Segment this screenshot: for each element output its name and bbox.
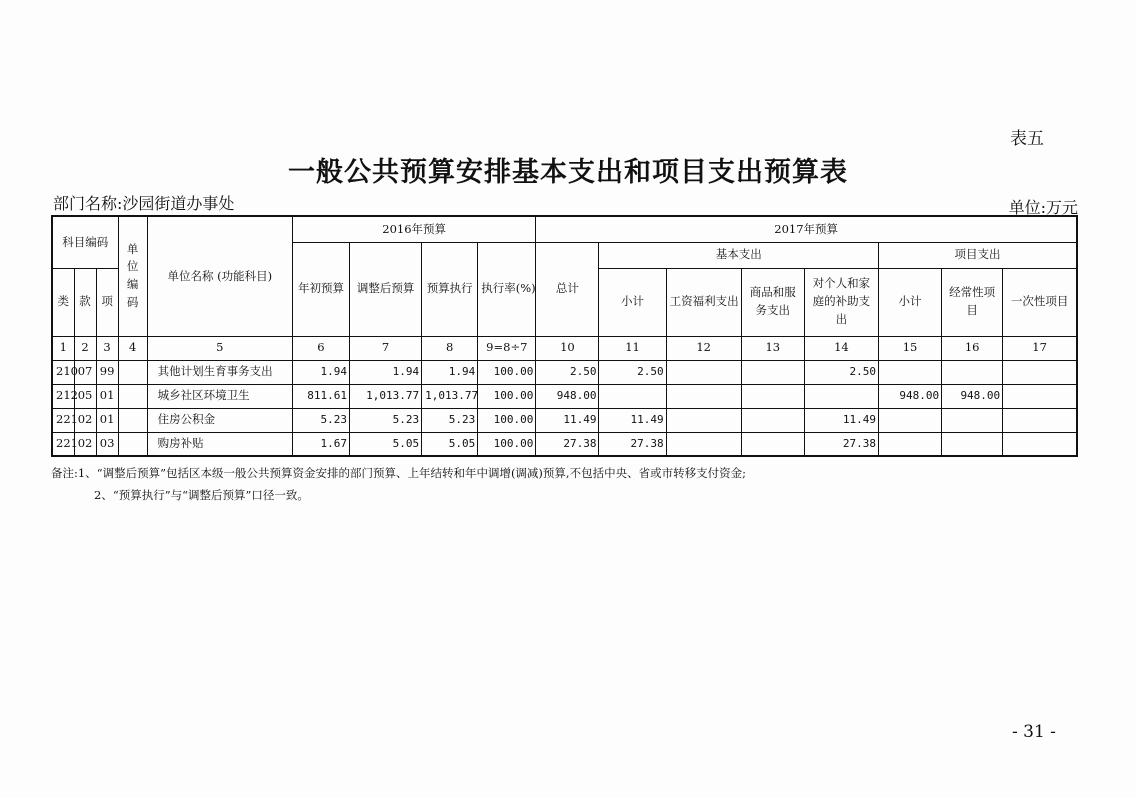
cell-unit-name: 购房补贴 <box>147 432 292 456</box>
cell-adjusted: 1,013.77 <box>350 384 422 408</box>
cell-personal: 2.50 <box>804 360 878 384</box>
header-2017-budget: 2017年预算 <box>536 216 1077 242</box>
col-number: 4 <box>118 336 147 360</box>
cell-recurring: 948.00 <box>942 384 1003 408</box>
cell-adjusted: 5.23 <box>350 408 422 432</box>
column-number-row <box>52 336 1077 360</box>
cell-adjusted: 5.05 <box>350 432 422 456</box>
cell-goods <box>741 408 804 432</box>
cell-rate: 100.00 <box>478 360 536 384</box>
cell-initial: 1.67 <box>292 432 349 456</box>
cell-kuan: 02 <box>74 432 96 456</box>
remark-1: 备注:1、“调整后预算”包括区本级一般公共预算资金安排的部门预算、上年结转和年中调增(调减)预算,不包括中央、省或市转移支付资金; <box>51 466 746 480</box>
header-adjusted-budget: 调整后预算 <box>350 242 422 336</box>
table-number: 表五 <box>1010 129 1044 149</box>
cell-wages <box>666 408 741 432</box>
header-goods-services: 商品和服务支出 <box>741 268 804 336</box>
cell-xiang: 01 <box>96 384 118 408</box>
cell-initial: 1.94 <box>292 360 349 384</box>
cell-proj-subtotal <box>878 432 941 456</box>
cell-xiang: 03 <box>96 432 118 456</box>
cell-rate: 100.00 <box>478 384 536 408</box>
cell-recurring <box>942 432 1003 456</box>
cell-lei: 221 <box>52 408 74 432</box>
cell-lei: 221 <box>52 432 74 456</box>
col-number: 5 <box>147 336 292 360</box>
page-number: - 31 - <box>1012 722 1056 742</box>
cell-recurring <box>942 360 1003 384</box>
cell-total: 11.49 <box>536 408 599 432</box>
header-recurring-project: 经常性项目 <box>942 268 1003 336</box>
header-basic-expenditure: 基本支出 <box>599 242 879 268</box>
cell-total: 27.38 <box>536 432 599 456</box>
cell-lei: 212 <box>52 384 74 408</box>
cell-wages <box>666 432 741 456</box>
cell-subtotal: 2.50 <box>599 360 666 384</box>
table-row <box>52 384 1077 408</box>
cell-rate: 100.00 <box>478 408 536 432</box>
cell-unit-code <box>118 432 147 456</box>
cell-executed: 1.94 <box>422 360 478 384</box>
table-row <box>52 360 1077 384</box>
header-one-time-project: 一次性项目 <box>1003 268 1077 336</box>
cell-subtotal <box>599 384 666 408</box>
cell-goods <box>741 384 804 408</box>
cell-initial: 5.23 <box>292 408 349 432</box>
header-kuan: 款 <box>74 268 96 336</box>
cell-unit-code <box>118 408 147 432</box>
cell-unit-code <box>118 384 147 408</box>
cell-kuan: 02 <box>74 408 96 432</box>
cell-goods <box>741 360 804 384</box>
header-budget-execution: 预算执行 <box>422 242 478 336</box>
cell-initial: 811.61 <box>292 384 349 408</box>
col-number: 14 <box>804 336 878 360</box>
header-project-subtotal: 小计 <box>878 268 941 336</box>
unit-label: 单位:万元 <box>1008 198 1078 217</box>
cell-xiang: 01 <box>96 408 118 432</box>
col-number: 6 <box>292 336 349 360</box>
cell-executed: 5.05 <box>422 432 478 456</box>
col-number: 12 <box>666 336 741 360</box>
cell-one-time <box>1003 408 1077 432</box>
page-title: 一般公共预算安排基本支出和项目支出预算表 <box>288 157 848 188</box>
cell-kuan: 07 <box>74 360 96 384</box>
col-number: 2 <box>74 336 96 360</box>
remark-2: 2、“预算执行”与“调整后预算”口径一致。 <box>94 488 309 502</box>
table-row <box>52 408 1077 432</box>
header-row-1 <box>52 216 1077 242</box>
cell-xiang: 99 <box>96 360 118 384</box>
cell-wages <box>666 384 741 408</box>
cell-total: 948.00 <box>536 384 599 408</box>
col-number: 11 <box>599 336 666 360</box>
cell-rate: 100.00 <box>478 432 536 456</box>
col-number: 9=8÷7 <box>478 336 536 360</box>
cell-kuan: 05 <box>74 384 96 408</box>
header-total: 总计 <box>536 242 599 336</box>
cell-goods <box>741 432 804 456</box>
col-number: 15 <box>878 336 941 360</box>
header-lei: 类 <box>52 268 74 336</box>
cell-personal: 27.38 <box>804 432 878 456</box>
col-number: 13 <box>741 336 804 360</box>
header-personal-subsidy: 对个人和家庭的补助支出 <box>804 268 878 336</box>
header-basic-subtotal: 小计 <box>599 268 666 336</box>
cell-adjusted: 1.94 <box>350 360 422 384</box>
cell-proj-subtotal <box>878 408 941 432</box>
col-number: 10 <box>536 336 599 360</box>
cell-executed: 5.23 <box>422 408 478 432</box>
budget-table <box>51 215 1078 457</box>
cell-unit-code <box>118 360 147 384</box>
header-subject-code: 科目编码 <box>52 216 118 268</box>
cell-proj-subtotal: 948.00 <box>878 384 941 408</box>
cell-recurring <box>942 408 1003 432</box>
col-number: 8 <box>422 336 478 360</box>
cell-unit-name: 住房公积金 <box>147 408 292 432</box>
header-xiang: 项 <box>96 268 118 336</box>
cell-one-time <box>1003 432 1077 456</box>
header-initial-budget: 年初预算 <box>292 242 349 336</box>
cell-proj-subtotal <box>878 360 941 384</box>
col-number: 1 <box>52 336 74 360</box>
table-row <box>52 432 1077 456</box>
cell-wages <box>666 360 741 384</box>
cell-unit-name: 城乡社区环境卫生 <box>147 384 292 408</box>
cell-subtotal: 11.49 <box>599 408 666 432</box>
header-unit-name: 单位名称 (功能科目) <box>147 216 292 336</box>
cell-executed: 1,013.77 <box>422 384 478 408</box>
cell-personal: 11.49 <box>804 408 878 432</box>
cell-total: 2.50 <box>536 360 599 384</box>
cell-one-time <box>1003 384 1077 408</box>
cell-subtotal: 27.38 <box>599 432 666 456</box>
col-number: 7 <box>350 336 422 360</box>
cell-unit-name: 其他计划生育事务支出 <box>147 360 292 384</box>
header-2016-budget: 2016年预算 <box>292 216 535 242</box>
department-name: 部门名称:沙园街道办事处 <box>53 194 235 213</box>
cell-personal <box>804 384 878 408</box>
header-wages: 工资福利支出 <box>666 268 741 336</box>
header-project-expenditure: 项目支出 <box>878 242 1077 268</box>
col-number: 16 <box>942 336 1003 360</box>
col-number: 3 <box>96 336 118 360</box>
cell-one-time <box>1003 360 1077 384</box>
cell-lei: 210 <box>52 360 74 384</box>
col-number: 17 <box>1003 336 1077 360</box>
header-unit-code: 单位编码 <box>118 216 147 336</box>
header-execution-rate: 执行率(%) <box>478 242 536 336</box>
